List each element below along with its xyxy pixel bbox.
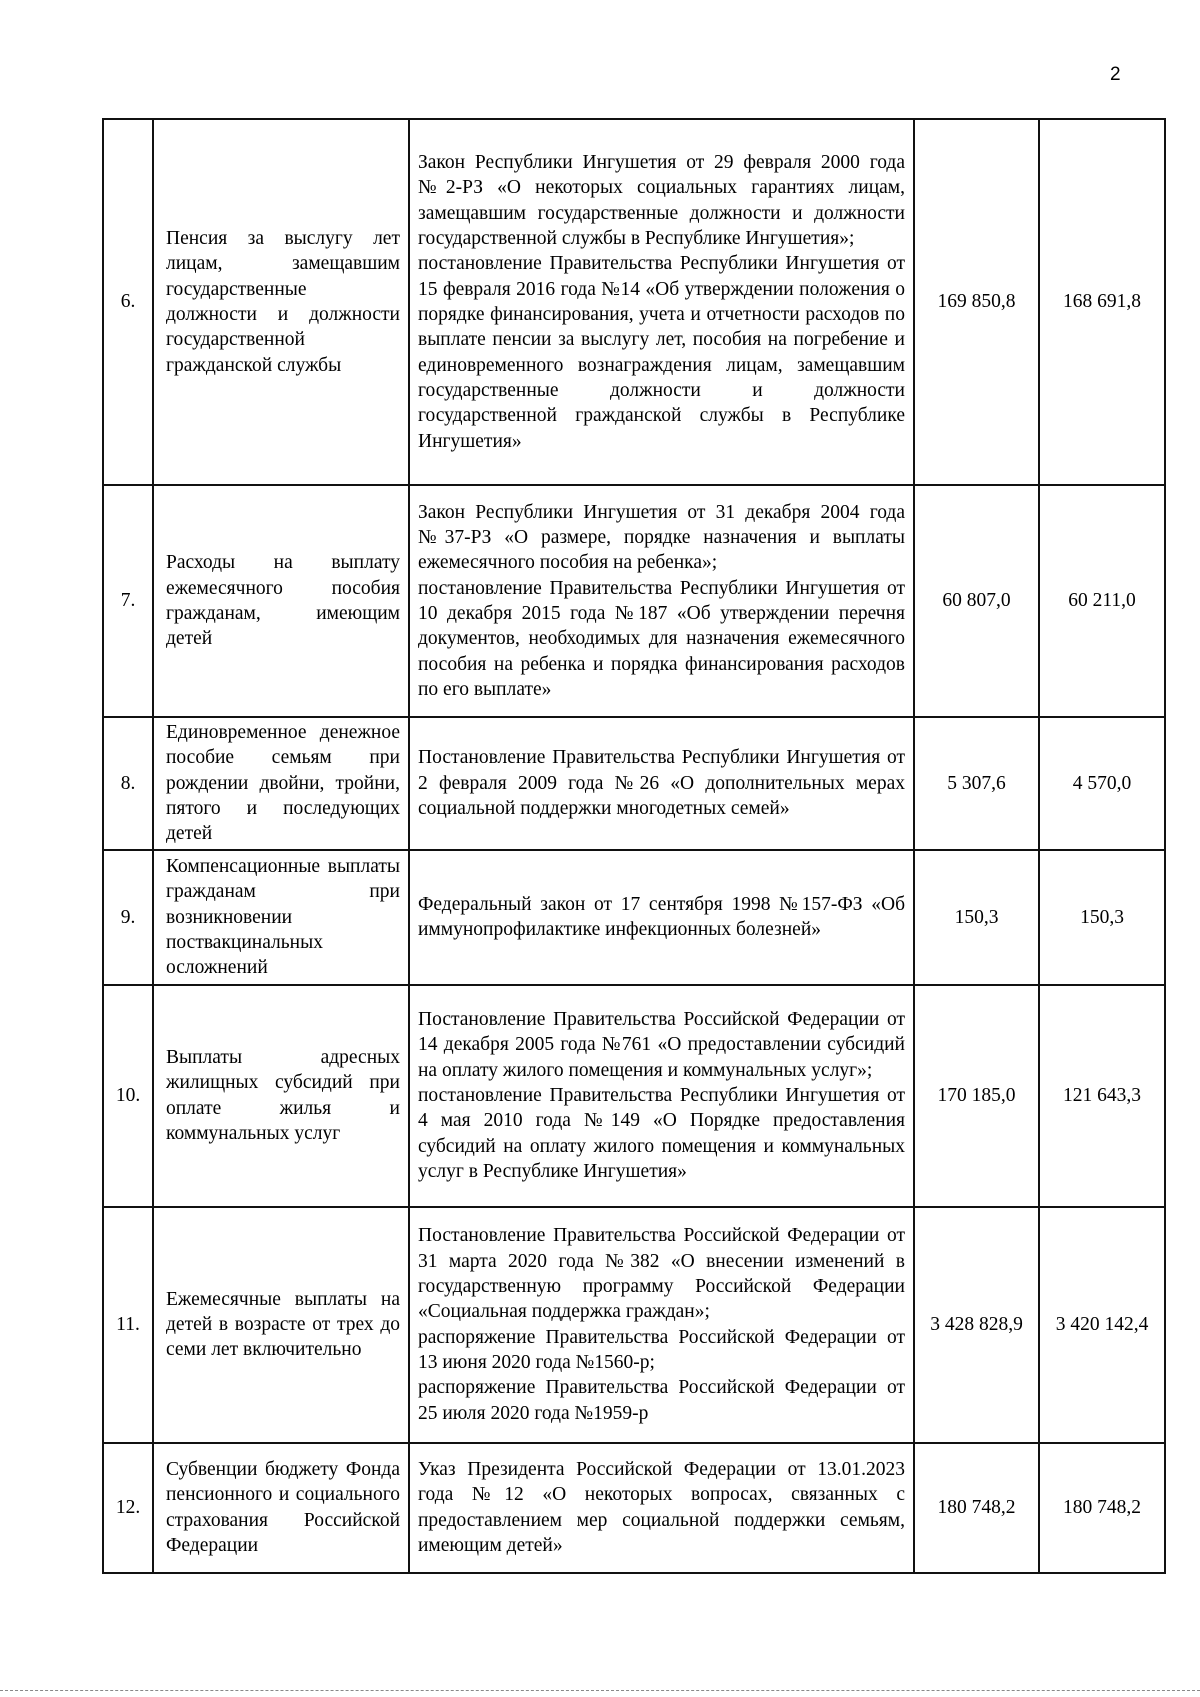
page-number: 2 xyxy=(1110,64,1121,85)
legal-basis xyxy=(409,485,914,717)
payment-name: Компенсационные выплаты гражданам при возникновении поствакцинальных осложнений xyxy=(153,850,409,985)
legal-basis-paragraph: Постановление Правительства Республики Ингушетия от 2 февраля 2009 года №26 «О дополнительных мерах социальной поддержки многодетных семей» xyxy=(418,747,905,820)
planned-amount: 60 807,0 xyxy=(914,485,1039,717)
legal-basis-paragraph: Указ Президента Российской Федерации от 13.01.2023 года №12 «О некоторых вопросах, связанных с предоставлением мер социальной поддержки семьям, имеющим детей» xyxy=(418,1459,905,1557)
row-number: 11. xyxy=(103,1207,153,1443)
legal-basis-paragraph: постановление Правительства Республики Ингушетия от 15 февраля 2016 года №14 «Об утверждении положения о порядке финансирования, учета и отчетности расходов по выплате пенсии за выслугу лет, пособия на погребение и единовременного вознаграждения лицам, замещавшим государственные должности и должности государственной гражданской службы в Республике Ингушетия» xyxy=(418,253,905,452)
payment-name: Субвенции бюджету Фонда пенсионного и социального страхования Российской Федерации xyxy=(153,1443,409,1573)
legal-basis xyxy=(409,1207,914,1443)
payment-name: Расходы на выплату ежемесячного пособия гражданам, имеющим детей xyxy=(153,485,409,717)
planned-amount: 180 748,2 xyxy=(914,1443,1039,1573)
actual-amount: 121 643,3 xyxy=(1039,985,1165,1207)
payment-name: Единовременное денежное пособие семьям при рождении двойни, тройни, пятого и последующих детей xyxy=(153,717,409,850)
row-number: 8. xyxy=(103,717,153,850)
payment-name: Пенсия за выслугу лет лицам, замещавшим государственные должности и должности государственной гражданской службы xyxy=(153,119,409,485)
row-number: 6. xyxy=(103,119,153,485)
actual-amount: 3 420 142,4 xyxy=(1039,1207,1165,1443)
legal-basis-paragraph: Постановление Правительства Российской Федерации от 31 марта 2020 года №382 «О внесении изменений в государственную программу Российской Федерации «Социальная поддержка граждан»; xyxy=(418,1225,905,1323)
table-body xyxy=(103,119,1165,1573)
page-bottom-edge xyxy=(0,1690,1200,1691)
legal-basis-paragraph: постановление Правительства Республики Ингушетия от 10 декабря 2015 года №187 «Об утверждении перечня документов, необходимых для назначения ежемесячного пособия на ребенка и порядка финансирования расходов по его выплате» xyxy=(418,577,905,701)
planned-amount: 150,3 xyxy=(914,850,1039,985)
table-row xyxy=(103,485,1165,717)
row-number: 10. xyxy=(103,985,153,1207)
row-number: 7. xyxy=(103,485,153,717)
table-row xyxy=(103,985,1165,1207)
legal-basis xyxy=(409,1443,914,1573)
legal-basis xyxy=(409,985,914,1207)
table-row xyxy=(103,717,1165,850)
payment-name: Выплаты адресных жилищных субсидий при оплате жилья и коммунальных услуг xyxy=(153,985,409,1207)
payment-name: Ежемесячные выплаты на детей в возрасте от трех до семи лет включительно xyxy=(153,1207,409,1443)
table-row xyxy=(103,1207,1165,1443)
planned-amount: 169 850,8 xyxy=(914,119,1039,485)
legal-basis-paragraph: Закон Республики Ингушетия от 31 декабря 2004 года №37-РЗ «О размере, порядке назначения и выплаты ежемесячного пособия на ребенка»; xyxy=(418,501,905,574)
planned-amount: 3 428 828,9 xyxy=(914,1207,1039,1443)
legal-basis xyxy=(409,119,914,485)
legal-basis xyxy=(409,850,914,985)
planned-amount: 170 185,0 xyxy=(914,985,1039,1207)
table-row xyxy=(103,1443,1165,1573)
legal-basis-paragraph: распоряжение Правительства Российской Федерации от 13 июня 2020 года №1560-р; xyxy=(418,1326,905,1374)
legal-basis-paragraph: Постановление Правительства Российской Федерации от 14 декабря 2005 года №761 «О предоставлении субсидий на оплату жилого помещения и коммунальных услуг»; xyxy=(418,1009,905,1081)
actual-amount: 60 211,0 xyxy=(1039,485,1165,717)
planned-amount: 5 307,6 xyxy=(914,717,1039,850)
table-row xyxy=(103,850,1165,985)
payments-table xyxy=(102,118,1166,1574)
row-number: 12. xyxy=(103,1443,153,1573)
legal-basis xyxy=(409,717,914,850)
row-number: 9. xyxy=(103,850,153,985)
actual-amount: 168 691,8 xyxy=(1039,119,1165,485)
actual-amount: 4 570,0 xyxy=(1039,717,1165,850)
table-row xyxy=(103,119,1165,485)
actual-amount: 150,3 xyxy=(1039,850,1165,985)
legal-basis-paragraph: постановление Правительства Республики Ингушетия от 4 мая 2010 года №149 «О Порядке предоставления субсидий на оплату жилого помещения и коммунальных услуг в Республике Ингушетия» xyxy=(418,1085,905,1183)
legal-basis-paragraph: распоряжение Правительства Российской Федерации от 25 июля 2020 года №1959-р xyxy=(418,1377,905,1424)
legal-basis-paragraph: Федеральный закон от 17 сентября 1998 №157-ФЗ «Об иммунопрофилактике инфекционных болезней» xyxy=(418,893,905,941)
actual-amount: 180 748,2 xyxy=(1039,1443,1165,1573)
legal-basis-paragraph: Закон Республики Ингушетия от 29 февраля 2000 года №2-РЗ «О некоторых социальных гарантиях лицам, замещавшим государственные должности и должности государственной службы в Республике Ингушетия»; xyxy=(418,151,905,249)
